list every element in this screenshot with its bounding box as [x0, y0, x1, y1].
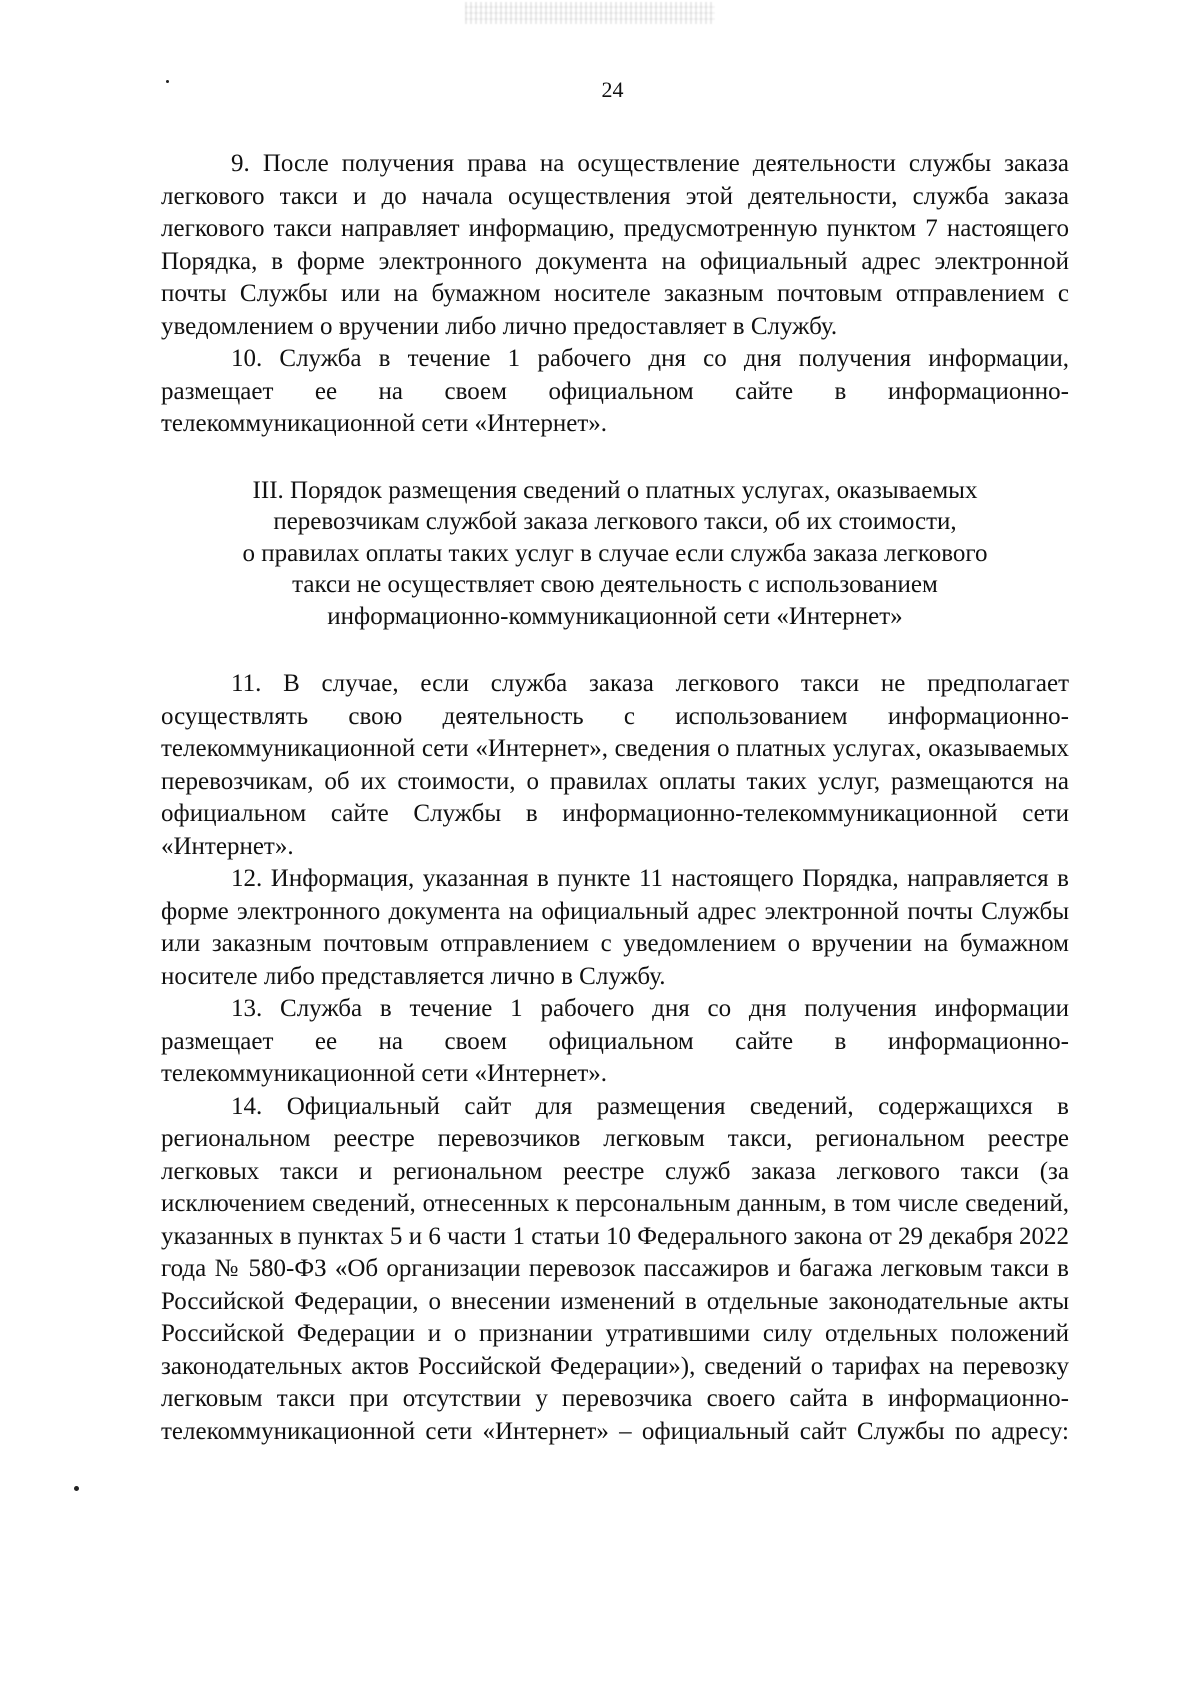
paragraph-11: 11. В случае, если служба заказа легкового такси не предполагает осуществлять свою деятельность с использованием информационно-телекоммуникационной сети «Интернет», сведения о платных услугах, оказываемых перевозчикам, об их стоимости, о правилах оплаты таких услуг, размещаются на официальном сайте Службы в информационно-телекоммуникационной сети «Интернет».	[161, 670, 1069, 860]
scan-speck	[74, 1486, 79, 1491]
paragraph-14: 14. Официальный сайт для размещения сведений, содержащихся в региональном реестре перевозчиков легковым такси, региональном реестре легковых такси и региональном реестре служб заказа легкового такси (за исключением сведений, отнесенных к персональным данным, в том числе сведений, указанных в пунктах 5 и 6 части 1 статьи 10 Федерального закона от 29 декабря 2022 года № 580-ФЗ «Об организации перевозок пассажиров и багажа легковым такси в Российской Федерации, о внесении изменений в отдельные законодательные акты Российской Федерации и о признании утратившими силу отдельных положений законодательных актов Российской Федерации»), сведений о тарифах на перевозку легковым такси при отсутствии у перевозчика своего сайта в информационно-телекоммуникационной сети «Интернет» – официальный сайт Службы по адресу:	[161, 1092, 1069, 1445]
document-body	[161, 148, 1069, 1448]
page-number: 24	[601, 77, 624, 102]
scan-artifact	[465, 2, 715, 24]
heading-line: информационно-коммуникационной сети «Интернет»	[327, 602, 903, 630]
section-heading-iii	[161, 475, 1069, 633]
paragraph-12: 12. Информация, указанная в пункте 11 настоящего Порядка, направляется в форме электронного документа на официальный адрес электронной почты Службы или заказным почтовым отправлением с уведомлением о вручении на бумажном носителе либо представляется лично в Службу.	[161, 865, 1069, 990]
paragraph-9: 9. После получения права на осуществление деятельности службы заказа легкового такси и до начала осуществления этой деятельности, служба заказа легкового такси направляет информацию, предусмотренную пунктом 7 настоящего Порядка, в форме электронного документа на официальный адрес электронной почты Службы или на бумажном носителе заказным почтовым отправлением с уведомлением о вручении либо лично предоставляет в Службу.	[161, 150, 1069, 340]
paragraph-10: 10. Служба в течение 1 рабочего дня со дня получения информации, размещает ее на своем официальном сайте в информационно-телекоммуникационной сети «Интернет».	[161, 345, 1069, 437]
heading-line: такси не осуществляет свою деятельность с использованием	[292, 571, 938, 598]
heading-line: III. Порядок размещения сведений о платных услугах, оказываемых	[252, 476, 978, 504]
heading-line: о правилах оплаты таких услуг в случае если служба заказа легкового	[242, 539, 988, 567]
paragraph-13: 13. Служба в течение 1 рабочего дня со дня получения информации размещает ее на своем официальном сайте в информационно-телекоммуникационной сети «Интернет».	[161, 995, 1069, 1087]
heading-line: перевозчикам службой заказа легкового такси, об их стоимости,	[273, 508, 957, 535]
